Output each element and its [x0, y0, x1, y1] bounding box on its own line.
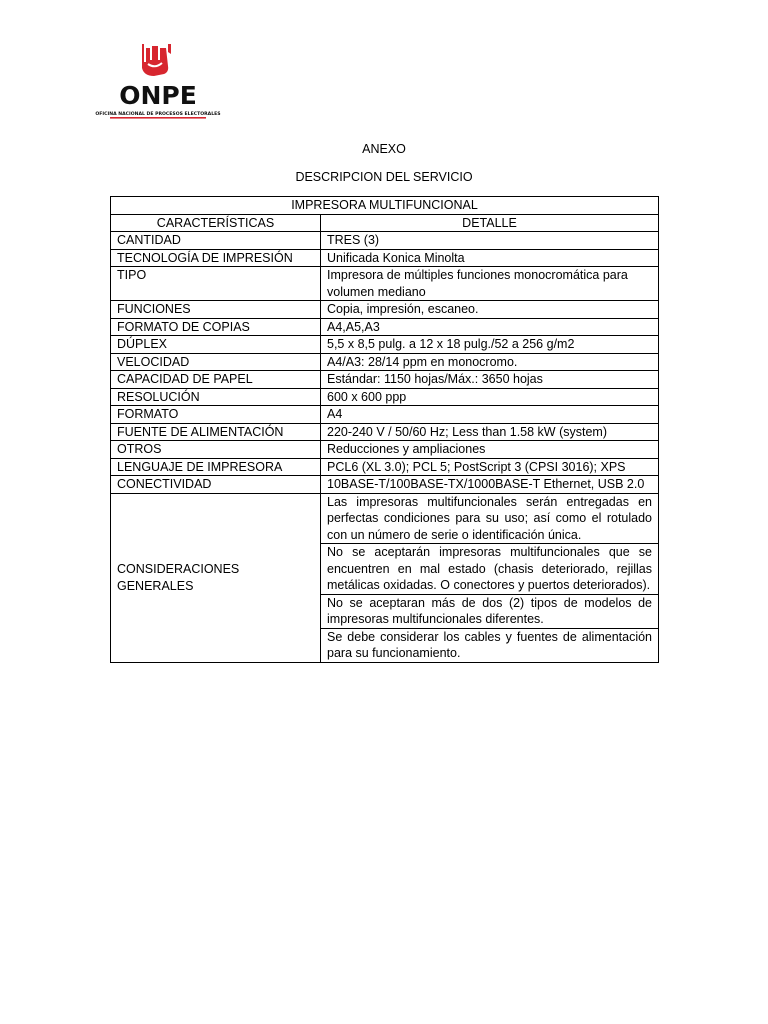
onpe-logo	[95, 42, 221, 120]
table-row	[111, 458, 659, 476]
table-row	[111, 353, 659, 371]
table-row	[111, 423, 659, 441]
row-value: Impresora de múltiples funciones monocromática para volumen mediano	[321, 267, 659, 301]
table-row	[111, 476, 659, 494]
consideration-item: No se aceptaran más de dos (2) tipos de modelos de impresoras multifuncionales diferentes.	[321, 594, 659, 628]
row-label: FUENTE DE ALIMENTACIÓN	[111, 423, 321, 441]
onpe-logo-graphic	[95, 42, 221, 120]
row-label: LENGUAJE DE IMPRESORA	[111, 458, 321, 476]
row-label: OTROS	[111, 441, 321, 459]
document-title: ANEXO	[362, 142, 406, 156]
table-row	[111, 371, 659, 389]
table-row	[111, 318, 659, 336]
column-header-caracteristicas: CARACTERÍSTICAS	[111, 214, 321, 232]
table-row	[111, 441, 659, 459]
row-value: TRES (3)	[321, 232, 659, 250]
row-value: PCL6 (XL 3.0); PCL 5; PostScript 3 (CPSI 3016); XPS	[321, 458, 659, 476]
row-label: FORMATO	[111, 406, 321, 424]
row-label: CAPACIDAD DE PAPEL	[111, 371, 321, 389]
hand-icon	[142, 44, 171, 76]
consideration-item: Se debe considerar los cables y fuentes de alimentación para su funcionamiento.	[321, 628, 659, 662]
table-row	[111, 336, 659, 354]
row-value: A4/A3: 28/14 ppm en monocromo.	[321, 353, 659, 371]
row-value: 600 x 600 ppp	[321, 388, 659, 406]
row-value: Copia, impresión, escaneo.	[321, 301, 659, 319]
row-label: TECNOLOGÍA DE IMPRESIÓN	[111, 249, 321, 267]
row-value: A4,A5,A3	[321, 318, 659, 336]
table-row	[111, 388, 659, 406]
row-value: 220-240 V / 50/60 Hz; Less than 1.58 kW (system)	[321, 423, 659, 441]
row-label: CANTIDAD	[111, 232, 321, 250]
row-value: Estándar: 1150 hojas/Máx.: 3650 hojas	[321, 371, 659, 389]
logo-subtitle: OFICINA NACIONAL DE PROCESOS ELECTORALES	[95, 112, 221, 117]
row-value: Unificada Konica Minolta	[321, 249, 659, 267]
consideration-item: No se aceptarán impresoras multifuncionales que se encuentren en mal estado (chasis deteriorado, rejillas metálicas oxidadas. O conectores y puertos deteriorados).	[321, 544, 659, 595]
column-header-detalle: DETALLE	[321, 214, 659, 232]
row-label: DÚPLEX	[111, 336, 321, 354]
consideration-row	[111, 493, 659, 544]
row-label: TIPO	[111, 267, 321, 301]
logo-wordmark: ONPE	[119, 81, 197, 110]
table-caption-row	[111, 197, 659, 215]
table-header-row	[111, 214, 659, 232]
row-label: CONECTIVIDAD	[111, 476, 321, 494]
document-subtitle: DESCRIPCION DEL SERVICIO	[295, 170, 473, 184]
row-value: A4	[321, 406, 659, 424]
considerations-label: CONSIDERACIONES GENERALES	[111, 493, 321, 662]
table-row	[111, 406, 659, 424]
row-label: FUNCIONES	[111, 301, 321, 319]
consideration-item: Las impresoras multifuncionales serán entregadas en perfectas condiciones para su uso; así como el rotulado con un número de serie o identificación única.	[321, 493, 659, 544]
table-row	[111, 267, 659, 301]
table-row	[111, 232, 659, 250]
row-label: VELOCIDAD	[111, 353, 321, 371]
table-row	[111, 301, 659, 319]
spec-table	[110, 196, 659, 663]
row-value: Reducciones y ampliaciones	[321, 441, 659, 459]
table-caption: IMPRESORA MULTIFUNCIONAL	[111, 197, 659, 215]
row-value: 10BASE-T/100BASE-TX/1000BASE-T Ethernet, USB 2.0	[321, 476, 659, 494]
row-value: 5,5 x 8,5 pulg. a 12 x 18 pulg./52 a 256 g/m2	[321, 336, 659, 354]
row-label: FORMATO DE COPIAS	[111, 318, 321, 336]
table-row	[111, 249, 659, 267]
row-label: RESOLUCIÓN	[111, 388, 321, 406]
logo-underline	[110, 117, 206, 119]
